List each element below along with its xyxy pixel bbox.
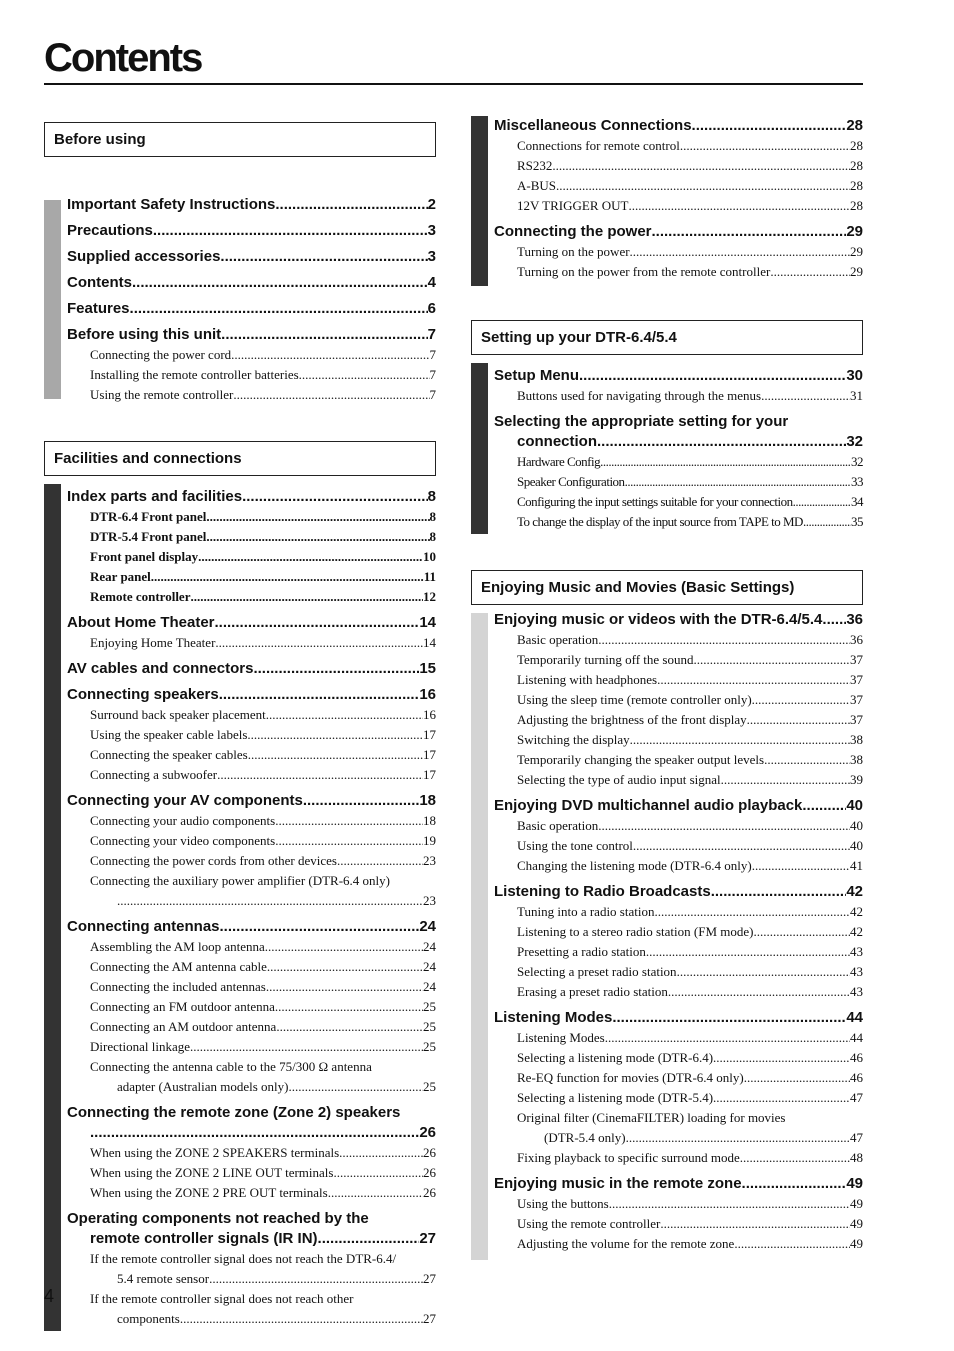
toc-subentry[interactable]: Listening Modes ..... 44 [494,1028,863,1048]
toc-subentry[interactable]: When using the ZONE 2 SPEAKERS terminals ..... 26 [67,1143,436,1163]
toc-subentry[interactable]: Using the tone control ..... 40 [494,836,863,856]
toc-subentry[interactable]: When using the ZONE 2 PRE OUT terminals ..... 26 [67,1183,436,1203]
toc-sublist [494,452,863,532]
toc-sublist [494,1194,863,1254]
toc-subentry[interactable]: Connecting an FM outdoor antenna ..... 25 [67,997,436,1017]
toc-subentry[interactable]: Turning on the power ..... 29 [494,242,863,262]
section-bar [471,363,488,534]
toc-list [494,610,863,1002]
toc-entry[interactable]: Before using this unit ..... 7 [67,325,436,345]
toc-subentry[interactable]: Connecting the antenna cable to the 75/300 Ω antenna adapter (Australian models only) ..... 25 [67,1057,436,1097]
toc-sublist [67,705,436,785]
toc-list [67,195,436,405]
toc-subentry[interactable]: Connecting an AM outdoor antenna ..... 25 [67,1017,436,1037]
toc-subentry[interactable]: Installing the remote controller batteries ..... 7 [67,365,436,385]
toc-sublist [67,937,436,1057]
toc-subentry[interactable]: Listening with headphones ..... 37 [494,670,863,690]
toc-entry[interactable]: Enjoying music in the remote zone ..... 49 [494,1174,863,1194]
section-header: Setting up your DTR-6.4/5.4 [471,320,863,355]
toc-subentry[interactable]: Front panel display ..... 10 [67,547,436,567]
section-body [471,355,863,532]
toc-subentry[interactable]: Enjoying Home Theater ..... 14 [67,633,436,653]
toc-entry[interactable]: Connecting speakers ..... 16 [67,685,436,705]
toc-subentry[interactable]: Connecting the AM antenna cable ..... 24 [67,957,436,977]
toc-subentry[interactable]: DTR-6.4 Front panel ..... 8 [67,507,436,527]
toc-entry[interactable]: Connecting the power ..... 29 [494,222,863,242]
toc-sublist [67,507,436,607]
toc-subentry[interactable]: Adjusting the volume for the remote zone ..... 49 [494,1234,863,1254]
right-column [471,116,863,1254]
toc-subentry[interactable]: Turning on the power from the remote controller ..... 29 [494,262,863,282]
toc-entry[interactable]: Precautions ..... 3 [67,221,436,241]
toc-entry[interactable]: Operating components not reached by the remote controller signals (IR IN) ..... 27 [67,1209,436,1249]
toc-subentry[interactable]: RS232 ..... 28 [494,156,863,176]
toc-subentry[interactable]: Fixing playback to specific surround mode ..... 48 [494,1148,863,1168]
toc-entry[interactable]: Listening to Radio Broadcasts ..... 42 [494,882,863,902]
toc-subentry[interactable]: Configuring the input settings suitable for your connection ..... 34 [494,492,863,512]
section-facilities [44,441,436,1329]
section-body [44,476,436,1329]
toc-subentry[interactable]: Selecting a preset radio station ..... 43 [494,962,863,982]
toc-subentry[interactable]: Buttons used for navigating through the menus ..... 31 [494,386,863,406]
toc-subentry[interactable]: Speaker Configuration ..... 33 [494,472,863,492]
section-body [471,605,863,1254]
toc-subentry[interactable]: Connecting the auxiliary power amplifier (DTR-6.4 only) ..... 23 [67,871,436,911]
toc-entry[interactable]: Connecting antennas ..... 24 [67,917,436,937]
toc-subentry[interactable]: Basic operation ..... 40 [494,816,863,836]
toc-subentry[interactable]: When using the ZONE 2 LINE OUT terminals ..... 26 [67,1163,436,1183]
section-misc [471,116,863,282]
toc-subentry[interactable]: Switching the display ..... 38 [494,730,863,750]
toc-subentry[interactable]: Using the speaker cable labels ..... 17 [67,725,436,745]
toc-entry[interactable]: Connecting the remote zone (Zone 2) speakers ..... 26 [67,1103,436,1143]
page-number: 4 [44,1286,55,1306]
toc-subentry[interactable]: Changing the listening mode (DTR-6.4 only) ..... 41 [494,856,863,876]
toc-sublist [67,811,436,871]
toc-subentry[interactable]: 12V TRIGGER OUT ..... 28 [494,196,863,216]
toc-subentry[interactable]: A-BUS ..... 28 [494,176,863,196]
toc-subentry[interactable]: If the remote controller signal does not reach other components ..... 27 [67,1289,436,1329]
toc-subentry[interactable]: Erasing a preset radio station ..... 43 [494,982,863,1002]
left-column [44,122,436,1329]
section-bar [471,613,488,1260]
toc-subentry[interactable]: Selecting a listening mode (DTR-6.4) ..... 46 [494,1048,863,1068]
toc-subentry[interactable]: Original filter (CinemaFILTER) loading for movies (DTR-5.4 only) ..... 47 [494,1108,863,1148]
section-before-using [44,122,436,405]
toc-subentry[interactable]: To change the display of the input source from TAPE to MD ..... 35 [494,512,863,532]
toc-entry[interactable]: About Home Theater ..... 14 [67,613,436,633]
toc-subentry[interactable]: Selecting a listening mode (DTR-5.4) ..... 47 [494,1088,863,1108]
toc-entry[interactable]: Enjoying music or videos with the DTR-6.4/5.4 ..... 36 [494,610,863,630]
section-header: Enjoying Music and Movies (Basic Settings) [471,570,863,605]
toc-entry[interactable]: Setup Menu ..... 30 [494,366,863,386]
page-title: Contents [44,36,202,80]
toc-entry[interactable]: Index parts and facilities ..... 8 [67,487,436,507]
toc-subentry[interactable]: Adjusting the brightness of the front display ..... 37 [494,710,863,730]
toc-subentry[interactable]: Connecting your video components ..... 19 [67,831,436,851]
toc-subentry[interactable]: Temporarily changing the speaker output levels ..... 38 [494,750,863,770]
toc-subentry[interactable]: Remote controller ..... 12 [67,587,436,607]
section-bar [44,200,61,399]
toc-subentry[interactable]: Connecting a subwoofer ..... 17 [67,765,436,785]
section-enjoying [471,570,863,1254]
toc-entry[interactable]: AV cables and connectors ..... 15 [67,659,436,679]
toc-sublist [67,633,436,653]
toc-subentry[interactable]: Connecting the power cords from other devices ..... 23 [67,851,436,871]
section-body [471,116,863,282]
toc-subentry[interactable]: Using the remote controller ..... 49 [494,1214,863,1234]
toc-subentry[interactable]: Temporarily turning off the sound ..... 37 [494,650,863,670]
toc-subentry[interactable]: Directional linkage ..... 25 [67,1037,436,1057]
toc-subentry[interactable]: Using the sleep time (remote controller only) ..... 37 [494,690,863,710]
toc-sublist [494,386,863,406]
section-body [44,157,436,405]
toc-sublist [494,1028,863,1108]
toc-list [494,116,863,282]
toc-subentry[interactable]: Listening to a stereo radio station (FM mode) ..... 42 [494,922,863,942]
toc-entry[interactable]: Enjoying DVD multichannel audio playback ..... 40 [494,796,863,816]
toc-entry[interactable]: Important Safety Instructions ..... 2 [67,195,436,215]
toc-sublist [67,1143,436,1203]
toc-subentry[interactable]: If the remote controller signal does not reach the DTR-6.4/ 5.4 remote sensor ..... 27 [67,1249,436,1289]
toc-subentry[interactable]: Assembling the AM loop antenna ..... 24 [67,937,436,957]
toc-subentry[interactable]: Presetting a radio station ..... 43 [494,942,863,962]
toc-entry[interactable]: Listening Modes ..... 44 [494,1008,863,1028]
toc-entry[interactable]: Selecting the appropriate setting for your connection ..... 32 [494,412,863,452]
section-header: Facilities and connections [44,441,436,476]
toc-subentry[interactable]: DTR-5.4 Front panel ..... 8 [67,527,436,547]
toc-subentry[interactable]: Re-EQ function for movies (DTR-6.4 only) ..... 46 [494,1068,863,1088]
toc-subentry[interactable]: Connections for remote control ..... 28 [494,136,863,156]
toc-subentry[interactable]: Surround back speaker placement ..... 16 [67,705,436,725]
toc-subentry[interactable]: Basic operation ..... 36 [494,630,863,650]
toc-entry[interactable]: Features ..... 6 [67,299,436,319]
toc-subentry[interactable]: Connecting the power cord ..... 7 [67,345,436,365]
section-bar [44,484,61,1331]
toc-subentry[interactable]: Tuning into a radio station ..... 42 [494,902,863,922]
toc-entry[interactable]: Miscellaneous Connections ..... 28 [494,116,863,136]
toc-subentry[interactable]: Connecting the speaker cables ..... 17 [67,745,436,765]
toc-subentry[interactable]: Selecting the type of audio input signal ..... 39 [494,770,863,790]
toc-entry[interactable]: Contents ..... 4 [67,273,436,293]
title-rule [44,83,863,85]
section-header: Before using [44,122,436,157]
toc-subentry[interactable]: Connecting the included antennas ..... 24 [67,977,436,997]
toc-subentry[interactable]: Using the remote controller ..... 7 [67,385,436,405]
toc-subentry[interactable]: Hardware Config ..... 32 [494,452,863,472]
toc-subentry[interactable]: Connecting your audio components ..... 18 [67,811,436,831]
section-setup [471,320,863,532]
toc-subentry[interactable]: Rear panel ..... 11 [67,567,436,587]
section-bar [471,116,488,286]
toc-subentry[interactable]: Using the buttons ..... 49 [494,1194,863,1214]
toc-entry[interactable]: Supplied accessories ..... 3 [67,247,436,267]
toc-entry[interactable]: Connecting your AV components ..... 18 [67,791,436,811]
